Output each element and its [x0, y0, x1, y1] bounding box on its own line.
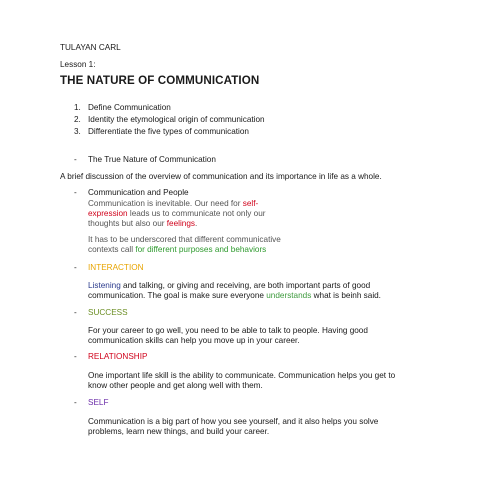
interaction-paragraph-line: Listening and talking, or giving and receiving, are both important parts of good	[88, 281, 371, 290]
people-paragraph-line: Communication is inevitable. Our need for self-	[88, 199, 259, 208]
self-highlight: self-	[242, 199, 259, 208]
objective-number: 3.	[74, 127, 81, 136]
bullet-dash: -	[74, 188, 77, 197]
people-paragraph-line: expression leads us to communicate not only our	[88, 209, 266, 218]
self-paragraph-line: Communication is a big part of how you see yourself, and it also helps you solve	[88, 417, 379, 426]
objective-number: 1.	[74, 103, 81, 112]
people-paragraph-line: contexts call for different purposes and behaviors	[88, 245, 267, 254]
objective-item: Differentiate the five types of communication	[88, 127, 249, 136]
expression-highlight: expression	[88, 209, 128, 218]
section-heading: The True Nature of Communication	[88, 155, 216, 164]
relationship-paragraph-line: know other people and get along well with them.	[88, 381, 263, 390]
relationship-heading: RELATIONSHIP	[88, 352, 148, 361]
feelings-highlight: feelings	[166, 219, 195, 228]
relationship-paragraph-line: One important life skill is the ability to communicate. Communication helps you get to	[88, 371, 396, 380]
success-paragraph-line: communication skills can help you move up in your career.	[88, 336, 300, 345]
understands-highlight: understands	[266, 291, 312, 300]
interaction-paragraph-line: communication. The goal is make sure everyone understands what is beinh said.	[88, 291, 381, 300]
self-heading: SELF	[88, 398, 109, 407]
bullet-dash: -	[74, 155, 77, 164]
interaction-heading: INTERACTION	[88, 263, 144, 272]
success-heading: SUCCESS	[88, 308, 128, 317]
bullet-dash: -	[74, 352, 77, 361]
page-title: THE NATURE OF COMMUNICATION	[60, 74, 260, 87]
self-paragraph-line: problems, learn new things, and build your career.	[88, 427, 270, 436]
people-paragraph-line: thoughts but also our feelings.	[88, 219, 198, 228]
listening-highlight: Listening	[88, 281, 121, 290]
objective-item: Identity the etymological origin of communication	[88, 115, 265, 124]
bullet-dash: -	[74, 398, 77, 407]
objective-number: 2.	[74, 115, 81, 124]
lesson-label: Lesson 1:	[60, 60, 96, 69]
objective-item: Define Communication	[88, 103, 171, 112]
success-paragraph-line: For your career to go well, you need to be able to talk to people. Having good	[88, 326, 368, 335]
people-paragraph-line: It has to be underscored that different communicative	[88, 235, 281, 244]
section-intro: A brief discussion of the overview of communication and its importance in life as a whole.	[60, 172, 382, 181]
purposes-highlight: for different purposes and behaviors	[135, 245, 267, 254]
bullet-dash: -	[74, 308, 77, 317]
bullet-dash: -	[74, 263, 77, 272]
people-heading: Communication and People	[88, 188, 189, 197]
author-name: TULAYAN CARL	[60, 43, 121, 52]
